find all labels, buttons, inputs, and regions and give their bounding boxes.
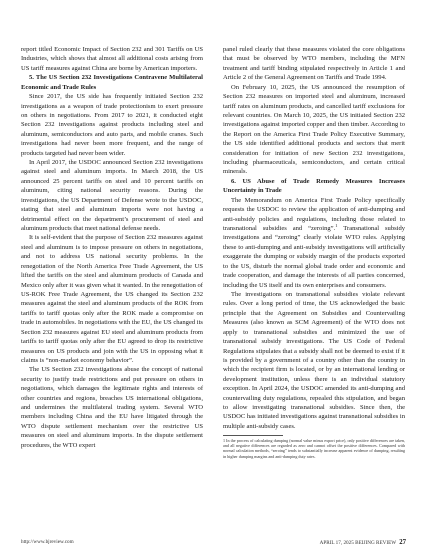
- footer-date: APRIL 17, 2025 BEIJING REVIEW: [319, 540, 397, 546]
- body-paragraph: panel ruled clearly that these measures violated the core obligations that must be observed by WTO members, including the MFN treatment and tariff binding stipulated respectively in Article 1 and Article 2 of the General Agreement on Tariffs and Trade 1994.: [223, 46, 405, 82]
- body-paragraph: On February 10, 2025, the US announced the resumption of Section 232 measures on imported steel and aluminum, increased tariff rates on aluminum products, and cancelled tariff exclusions for relevant countries. On March 10, 2025, the US initiated Section 232 investigations against imported copper and then timber. According to the Report on the America First Trade Policy Executive Summary, the US side identified additional products and sectors that merit consideration for initiation of new Section 232 investigations, including pharmaceuticals, semiconductors, and certain critical minerals.: [223, 83, 405, 176]
- paragraph-text: Transnational subsidy investigations and “zeroing” clearly violate WTO rules. Applying these to anti-dumping and anti-subsidy investigations will artificially exaggerate the dumping or subsidy margin of the products exported to the US, disturb the normal global trade order and economic and trade cooperation, and damage the interests of all parties concerned, including the US itself and its own enterprises and consumers.: [223, 225, 406, 289]
- body-paragraph: In April 2017, the USDOC announced Section 232 investigations against steel and aluminum imports. In March 2018, the US announced 25 percent tariffs on steel and 10 percent tariffs on aluminum, citing national security reasons. During the investigations, the US Department of Defense wrote to the USDOC, stating that steel and aluminum imports were not having a detrimental effect on the department’s procurement of steel and aluminum products that meet national defense needs.: [21, 159, 203, 233]
- section-heading: 6. US Abuse of Trade Remedy Measures Increases Uncertainty in Trade: [223, 177, 405, 195]
- page-number: 27: [399, 539, 406, 546]
- left-column: [21, 45, 203, 450]
- body-paragraph: It is self-evident that the purpose of Section 232 measures against steel and aluminum is to impose pressure on others in negotiations, and not to address US national security problems. In the renegotiation of the North America Free Trade Agreement, the US lifted the tariffs on the steel and aluminum products of Canada and Mexico only after it was given what it wanted. In the renegotiation of US-ROK Free Trade Agreement, the US changed its Section 232 measures against the steel and aluminum products of the ROK from tariffs to tariff quotas only after the ROK made a compromise on trade in automobiles. In negotiations with the EU, the US changed its Section 232 measures against EU steel and aluminum products from tariffs to tariff quotas only after the EU agreed to drop its restrictive measures on US products and join with the US in opposing what it claims is “non-market economy behavior”.: [21, 234, 203, 364]
- footnote: 1 In the process of calculating dumping (normal value minus export price), only positive differences are taken, and all negative differences are regarded as zero and cannot offset the positive differences. Compared with normal calculation methods, “zeroing” tends to substantially increase apparent evidence of dumping, resulting in higher dumping margins and anti-dumping duty rates.: [223, 438, 405, 459]
- right-column: [223, 45, 405, 459]
- body-paragraph: Since 2017, the US side has frequently initiated Section 232 investigations as a weapon of trade protectionism to exert pressure on others in negotiations. From 2017 to 2021, it conducted eight Section 232 investigations against products including steel and aluminum, semiconductors and auto parts, and mobile cranes. Such investigations had never been more frequent, and the range of products targeted had never been wider.: [21, 93, 203, 157]
- footnote-marker: 1: [335, 222, 338, 228]
- body-paragraph: The US Section 232 investigations abuse the concept of national security to justify trade restrictions and put pressure on others in negotiations, which damages the legitimate rights and interests of other countries and regions, breaches US international obligations, and undermines the multilateral trading system. Several WTO members including China and the EU have litigated through the WTO dispute settlement mechanism over the restrictive US measures on steel and aluminum imports. In the dispute settlement procedures, the WTO expert: [21, 366, 203, 449]
- footer-right: [320, 539, 406, 547]
- footer-url[interactable]: http://www.bjreview.com: [21, 539, 74, 545]
- body-paragraph: [223, 196, 405, 290]
- paragraph-text: The Memorandum on America First Trade Policy specifically requests the USDOC to review the application of anti-dumping and anti-subsidy policies and regulations, including those related to transnational subsidies and “zeroing”.: [223, 196, 405, 233]
- body-paragraph: report titled Economic Impact of Section 232 and 301 Tariffs on US Industries, which shows that almost all additional costs arising from US tariff measures against China are borne by American importers.: [21, 46, 203, 72]
- body-paragraph: The investigations on transnational subsidies violate relevant rules. Over a long period of time, the US acknowledged the basic principle that the Agreement on Subsidies and Countervailing Measures (also known as SCM Agreement) of the WTO does not apply to transnational subsidies and minimized the use of transnational subsidy investigations. The US Code of Federal Regulations stipulates that a subsidy shall not be deemed to exist if it is provided by a government of a country other than the country in which the recipient firm is located, or by an international lending or development institution, unless there is an individual statutory exception. In April 2024, the USDOC amended its anti-dumping and countervailing duty regulations, repealed this stipulation, and began to allow investigating transnational subsidies. Since then, the USDOC has initiated investigations against transnational subsidies in multiple anti-subsidy cases.: [223, 290, 405, 430]
- footnote-divider: [223, 435, 283, 436]
- section-heading: 5. The US Section 232 Investigations Contravene Multilateral Economic and Trade Rules: [21, 74, 203, 91]
